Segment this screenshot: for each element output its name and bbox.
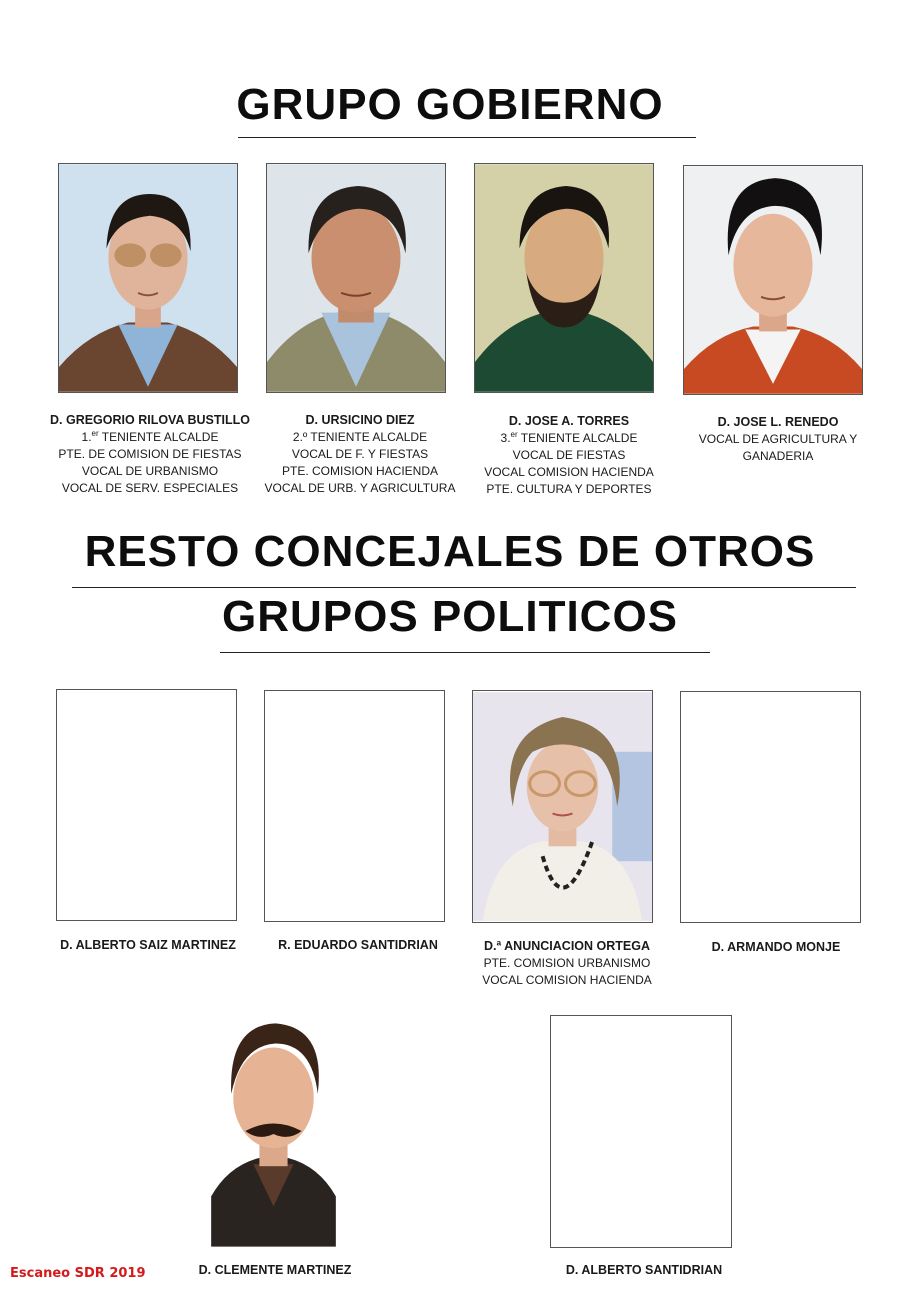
heading-grupo-gobierno: GRUPO GOBIERNO bbox=[236, 80, 664, 129]
member-role: PTE. COMISION URBANISMO bbox=[483, 956, 651, 970]
member-name: D. URSICINO DIEZ bbox=[305, 413, 415, 427]
member-name: D. ALBERTO SAIZ MARTINEZ bbox=[60, 938, 236, 952]
member-caption bbox=[668, 414, 888, 465]
portrait-man-mustache-image bbox=[183, 1015, 364, 1247]
portrait-photo bbox=[472, 690, 653, 923]
member-role: VOCAL DE URB. Y AGRICULTURA bbox=[264, 481, 456, 495]
member-caption bbox=[38, 937, 258, 954]
member-role: VOCAL DE SERV. ESPECIALES bbox=[61, 481, 239, 495]
portrait-man-beard-image bbox=[475, 164, 653, 392]
empty-photo-frame bbox=[680, 691, 861, 923]
member-role: VOCAL COMISION HACIENDA bbox=[484, 465, 654, 479]
portrait-woman-glasses-image bbox=[473, 691, 652, 922]
member-role: GANADERIA bbox=[742, 449, 814, 463]
member-name: D.ª ANUNCIACION ORTEGA bbox=[484, 939, 650, 953]
member-role: 1.$^{er}$ TENIENTE ALCALDE bbox=[81, 429, 219, 444]
member-role: VOCAL COMISION HACIENDA bbox=[482, 973, 652, 987]
portrait-man-young-image bbox=[684, 166, 862, 394]
member-role: 3.$^{er}$ TENIENTE ALCALDE bbox=[500, 430, 638, 445]
portrait-photo bbox=[183, 1015, 364, 1247]
member-caption bbox=[534, 1262, 754, 1279]
member-name: D. ARMANDO MONJE bbox=[711, 940, 841, 954]
scan-watermark: Escaneo SDR 2019 bbox=[10, 1266, 146, 1281]
empty-photo-frame bbox=[550, 1015, 732, 1248]
member-role: VOCAL DE AGRICULTURA Y bbox=[698, 432, 858, 446]
portrait-photo bbox=[58, 163, 238, 393]
member-caption bbox=[457, 938, 677, 989]
member-name: D. JOSE L. RENEDO bbox=[717, 415, 839, 429]
empty-photo-frame bbox=[264, 690, 445, 922]
member-role: VOCAL DE URBANISMO bbox=[81, 464, 219, 478]
member-caption bbox=[250, 412, 470, 497]
portrait-photo bbox=[474, 163, 654, 393]
member-caption bbox=[165, 1262, 385, 1279]
member-caption bbox=[459, 413, 679, 498]
heading-underline bbox=[72, 587, 856, 588]
portrait-man-glasses-image bbox=[59, 164, 237, 392]
member-role: 2.º TENIENTE ALCALDE bbox=[292, 430, 428, 444]
heading-resto-concejales: RESTO CONCEJALES DE OTROS bbox=[84, 527, 816, 576]
heading-underline bbox=[220, 652, 710, 653]
member-caption bbox=[40, 412, 260, 497]
member-name: R. EDUARDO SANTIDRIAN bbox=[278, 938, 438, 952]
member-role: PTE. DE COMISION DE FIESTAS bbox=[58, 447, 242, 461]
member-name: D. CLEMENTE MARTINEZ bbox=[198, 1263, 352, 1277]
member-role: VOCAL DE F. Y FIESTAS bbox=[291, 447, 429, 461]
heading-grupos-politicos: GRUPOS POLITICOS bbox=[221, 592, 679, 641]
heading-underline bbox=[238, 137, 696, 138]
portrait-photo bbox=[266, 163, 446, 393]
portrait-photo bbox=[683, 165, 863, 395]
empty-photo-frame bbox=[56, 689, 237, 921]
member-caption bbox=[666, 939, 886, 956]
member-role: PTE. COMISION HACIENDA bbox=[281, 464, 439, 478]
portrait-man-image bbox=[267, 164, 445, 392]
member-role: VOCAL DE FIESTAS bbox=[512, 448, 626, 462]
member-role: PTE. CULTURA Y DEPORTES bbox=[486, 482, 652, 496]
member-name: D. GREGORIO RILOVA BUSTILLO bbox=[50, 413, 250, 427]
member-name: D. JOSE A. TORRES bbox=[508, 414, 630, 428]
member-caption bbox=[248, 937, 468, 954]
member-name: D. ALBERTO SANTIDRIAN bbox=[565, 1263, 723, 1277]
